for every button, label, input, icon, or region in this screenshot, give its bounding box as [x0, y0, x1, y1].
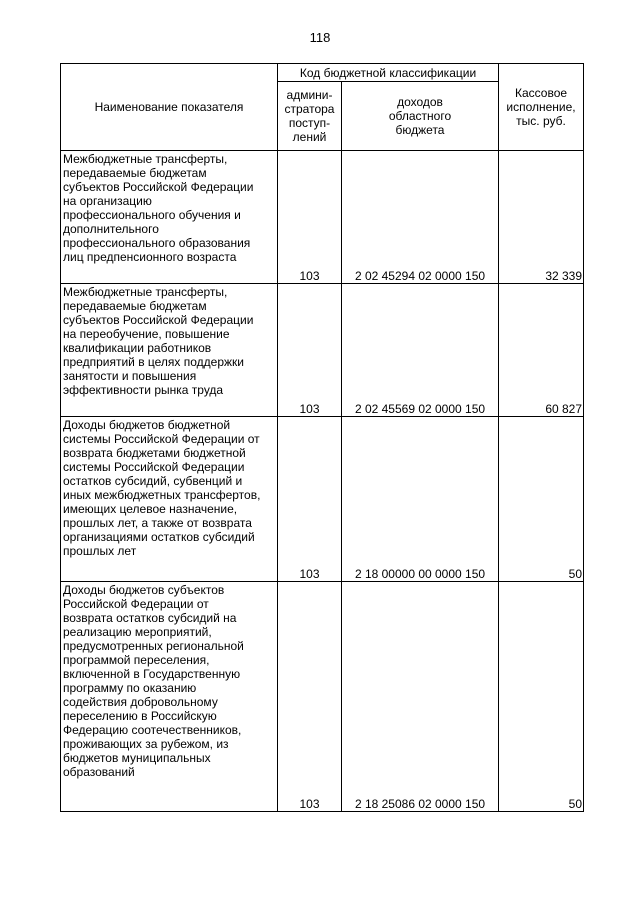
header-name-column: Наименование показателя — [61, 64, 278, 151]
name-line: проживающих за рубежом, из — [63, 737, 229, 751]
name-line: содействия добровольному — [63, 695, 218, 709]
name-line: иных межбюджетных трансфертов, — [63, 488, 261, 502]
name-line: дополнительного — [63, 222, 159, 236]
row-amount: 50 — [499, 417, 584, 582]
header-regional-income — [342, 82, 499, 151]
row-admin-code: 103 — [278, 417, 342, 582]
header-cash-line: тыс. руб. — [516, 114, 566, 128]
header-cash-line: исполнение, — [506, 100, 576, 114]
table-row — [61, 284, 584, 417]
row-indicator-name — [61, 417, 278, 582]
name-line: возврата бюджетами бюджетной — [63, 446, 246, 460]
name-line: программу по оказанию — [63, 681, 197, 695]
name-line: образований — [63, 765, 135, 779]
name-line: переселению в Российскую — [63, 709, 217, 723]
row-indicator-name — [61, 582, 278, 812]
row-income-code: 2 18 00000 00 0000 150 — [342, 417, 499, 582]
name-line: передаваемые бюджетам — [63, 299, 207, 313]
name-line: предприятий в целях поддержки — [63, 355, 244, 369]
name-line: занятости и повышения — [63, 369, 197, 383]
name-line: реализацию мероприятий, — [63, 625, 212, 639]
name-line: возврата остатков субсидий на — [63, 611, 237, 625]
name-line: эффективности рынка труда — [63, 383, 224, 397]
name-line: Российской Федерации от — [63, 597, 209, 611]
name-line: предусмотренных региональной — [63, 639, 244, 653]
row-admin-code: 103 — [278, 284, 342, 417]
name-line: бюджетов муниципальных — [63, 751, 211, 765]
name-line: организациями остатков субсидий — [63, 530, 255, 544]
row-amount: 32 339 — [499, 151, 584, 284]
row-income-code: 2 02 45294 02 0000 150 — [342, 151, 499, 284]
row-amount: 50 — [499, 582, 584, 812]
name-line: прошлых лет — [63, 544, 137, 558]
name-line: квалификации работников — [63, 341, 212, 355]
name-line: остатков субсидий, субвенций и — [63, 474, 243, 488]
row-indicator-name — [61, 284, 278, 417]
header-admin-line: админи- — [286, 88, 333, 102]
name-line: субъектов Российской Федерации — [63, 180, 254, 194]
header-admin-line: поступ- — [288, 116, 331, 130]
name-line: лиц предпенсионного возраста — [63, 250, 237, 264]
name-line: прошлых лет, а также от возврата — [63, 516, 252, 530]
name-line: профессионального образования — [63, 236, 251, 250]
name-line: на переобучение, повышение — [63, 327, 230, 341]
table-row — [61, 582, 584, 812]
name-line: Доходы бюджетов субъектов — [63, 583, 225, 597]
name-line: имеющих целевое назначение, — [63, 502, 238, 516]
header-admin-line: стратора — [284, 102, 335, 116]
header-cash-execution — [499, 64, 584, 151]
name-line: программой переселения, — [63, 653, 210, 667]
name-line: системы Российской Федерации — [63, 460, 245, 474]
name-line: включенной в Государственную — [63, 667, 241, 681]
name-line: Межбюджетные трансферты, — [63, 152, 228, 166]
row-admin-code: 103 — [278, 151, 342, 284]
name-line: Федерацию соотечественников, — [63, 723, 242, 737]
row-indicator-name — [61, 151, 278, 284]
page-number: 118 — [309, 30, 331, 45]
table-row — [61, 417, 584, 582]
row-income-code: 2 18 25086 02 0000 150 — [342, 582, 499, 812]
header-admin-line: лений — [292, 130, 327, 144]
row-admin-code: 103 — [278, 582, 342, 812]
name-line: профессионального обучения и — [63, 208, 241, 222]
row-income-code: 2 02 45569 02 0000 150 — [342, 284, 499, 417]
header-administrator — [278, 82, 342, 151]
header-income-line: бюджета — [395, 123, 445, 137]
header-classification-code: Код бюджетной классификации — [278, 64, 499, 82]
name-line: Доходы бюджетов бюджетной — [63, 418, 231, 432]
name-line: на организацию — [63, 194, 152, 208]
name-line: системы Российской Федерации от — [63, 432, 260, 446]
table-row — [61, 151, 584, 284]
header-cash-line: Кассовое — [514, 86, 568, 100]
row-amount: 60 827 — [499, 284, 584, 417]
name-line: передаваемые бюджетам — [63, 166, 207, 180]
header-income-line: доходов — [397, 95, 443, 109]
name-line: субъектов Российской Федерации — [63, 313, 254, 327]
name-line: Межбюджетные трансферты, — [63, 285, 228, 299]
budget-table — [60, 63, 584, 812]
header-income-line: областного — [388, 109, 452, 123]
